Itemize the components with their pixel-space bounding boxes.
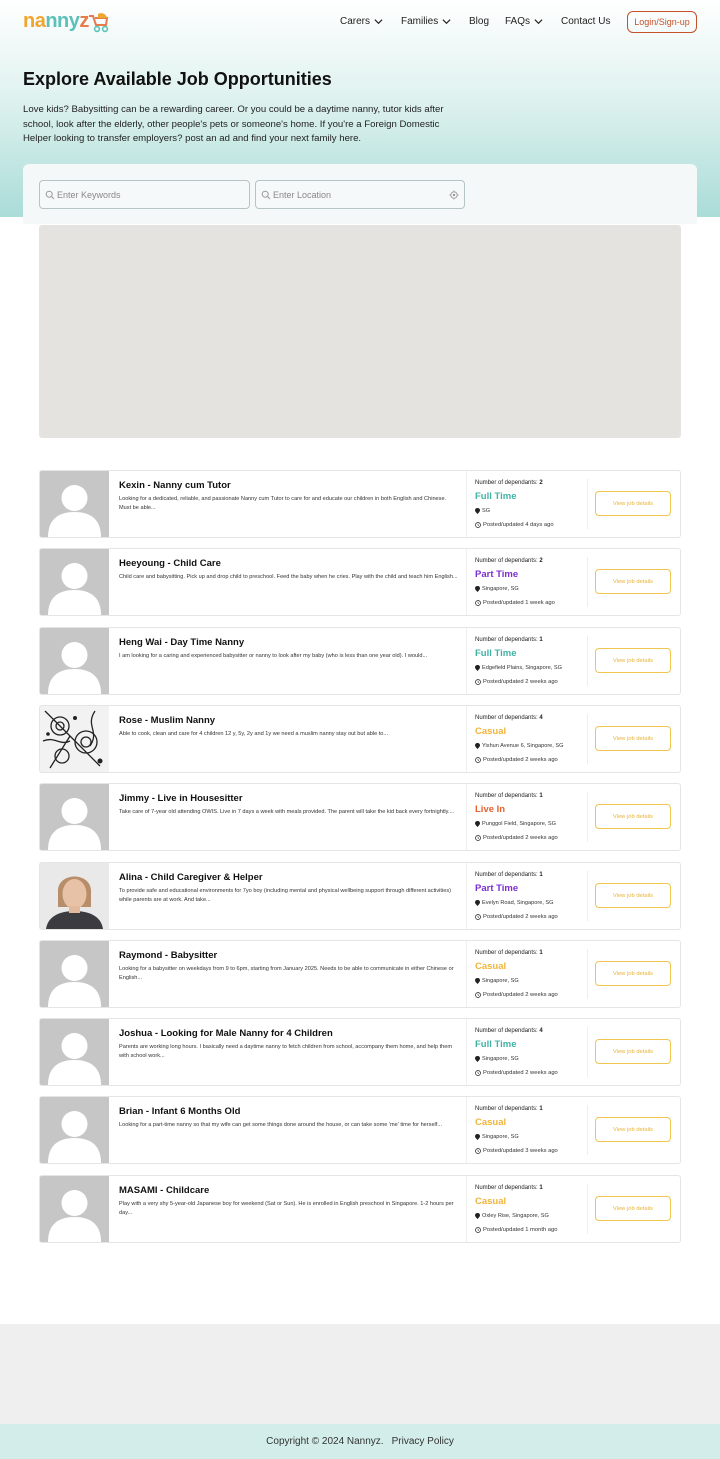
avatar: [40, 941, 109, 1007]
chevron-down-icon: [374, 17, 383, 26]
search-icon: [45, 190, 55, 200]
avatar: [40, 1019, 109, 1085]
dependants-count: Number of dependants: 1: [475, 1106, 543, 1112]
dependants-count: Number of dependants: 1: [475, 637, 543, 643]
job-card[interactable]: [39, 862, 681, 930]
divider: [587, 871, 588, 921]
nav-carers[interactable]: Carers: [340, 16, 383, 27]
hero-description: Love kids? Babysitting can be a rewarding career. Or you could be a daytime nanny, tutor kids after school, look after the elderly, other people's pets or someone's home. If you're a Foreign Domestic Helper looking to transfer employers? post an ad and find your next family here.: [23, 104, 444, 145]
job-description: Looking for a babysitter on weekdays from 9 to 6pm, starting from January 2025. Needs to be able to communicate in either Chinese or English...: [119, 966, 454, 981]
default-avatar-icon: [40, 941, 109, 1007]
job-description: Parents are working long hours. I basically need a daytime nanny to fetch children from school, accompany them home, and help them with school work...: [119, 1044, 453, 1059]
job-title[interactable]: Raymond - Babysitter: [119, 950, 218, 961]
job-card[interactable]: [39, 548, 681, 616]
map-pin-icon: [475, 1056, 480, 1062]
clock-icon: [475, 992, 481, 998]
top-navigation: [0, 0, 720, 44]
job-location: Singapore, SG: [475, 586, 519, 592]
map-pin-icon: [475, 900, 480, 906]
clock-icon: [475, 757, 481, 763]
job-meta: [466, 1176, 588, 1242]
job-location: Oxley Rise, Singapore, SG: [475, 1213, 549, 1219]
map-panel[interactable]: [39, 225, 681, 438]
default-avatar-icon: [40, 471, 109, 537]
job-meta: [466, 863, 588, 929]
dependants-count: Number of dependants: 1: [475, 872, 543, 878]
job-card[interactable]: [39, 470, 681, 538]
job-location: Singapore, SG: [475, 978, 519, 984]
clock-icon: [475, 835, 481, 841]
default-avatar-icon: [40, 549, 109, 615]
search-icon: [261, 190, 271, 200]
map-pin-icon: [475, 743, 480, 749]
posted-time: Posted/updated 1 week ago: [475, 600, 555, 606]
map-pin-icon: [475, 978, 480, 984]
avatar: [40, 1176, 109, 1242]
posted-time: Posted/updated 1 month ago: [475, 1227, 557, 1233]
avatar: [40, 471, 109, 537]
job-card[interactable]: [39, 1096, 681, 1164]
map-pin-icon: [475, 665, 480, 671]
posted-time: Posted/updated 4 days ago: [475, 522, 554, 528]
divider: [587, 714, 588, 764]
job-location: Singapore, SG: [475, 1056, 519, 1062]
job-meta: [466, 1097, 588, 1163]
divider: [587, 636, 588, 686]
posted-time: Posted/updated 2 weeks ago: [475, 1070, 558, 1076]
map-pin-icon: [475, 508, 480, 514]
avatar: [40, 784, 109, 850]
clock-icon: [475, 522, 481, 528]
copyright-text: Copyright © 2024 Nannyz.: [266, 1436, 384, 1447]
job-type-badge: Part Time: [475, 883, 519, 894]
floral-sketch-avatar: [40, 706, 109, 772]
view-job-details-button[interactable]: View job details: [595, 961, 671, 986]
job-description: Looking for a dedicated, reliable, and passionate Nanny cum Tutor to care for and educate our children in both English and Chinese. Must be able...: [119, 496, 447, 511]
map-pin-icon: [475, 1134, 480, 1140]
footer-spacer: [0, 1324, 720, 1424]
job-meta: [466, 471, 588, 537]
job-type-badge: Full Time: [475, 1039, 517, 1050]
job-type-badge: Casual: [475, 1117, 507, 1128]
divider: [587, 1027, 588, 1077]
job-title[interactable]: Rose - Muslim Nanny: [119, 715, 216, 726]
default-avatar-icon: [40, 1019, 109, 1085]
job-description: Take care of 7-year old attending OWIS. Live in 7 days a week with meals provided. The parent will take the kid back every fortnightly....: [119, 809, 455, 815]
job-description: I am looking for a caring and experienced babysitter or nanny to look after my baby (who is less than one year old). I would...: [119, 653, 428, 659]
avatar: [40, 863, 109, 929]
job-location: Yishun Avenue 6, Singapore, SG: [475, 743, 563, 749]
pram-icon: [86, 10, 110, 34]
job-description: Able to cook, clean and care for 4 children 12 y, 5y, 2y and 1y we need a muslim nanny stay out but able to...: [119, 731, 389, 737]
job-card[interactable]: [39, 627, 681, 695]
job-type-badge: Part Time: [475, 569, 519, 580]
view-job-details-button[interactable]: View job details: [595, 569, 671, 594]
chevron-down-icon: [442, 17, 451, 26]
clock-icon: [475, 1148, 481, 1154]
job-title[interactable]: Kexin - Nanny cum Tutor: [119, 480, 231, 491]
view-job-details-button[interactable]: View job details: [595, 1196, 671, 1221]
clock-icon: [475, 679, 481, 685]
map-pin-icon: [475, 586, 480, 592]
job-card[interactable]: [39, 1175, 681, 1243]
default-avatar-icon: [40, 784, 109, 850]
job-type-badge: Casual: [475, 726, 507, 737]
map-pin-icon: [475, 1213, 480, 1219]
avatar: [40, 1097, 109, 1163]
view-job-details-button[interactable]: View job details: [595, 491, 671, 516]
job-title[interactable]: Heng Wai - Day Time Nanny: [119, 637, 245, 648]
divider: [587, 557, 588, 607]
view-job-details-button[interactable]: View job details: [595, 648, 671, 673]
page-title: Explore Available Job Opportunities: [23, 69, 332, 89]
job-location: SG: [475, 508, 490, 514]
location-search-input[interactable]: Enter Location: [255, 180, 465, 209]
divider: [587, 479, 588, 529]
job-type-badge: Full Time: [475, 491, 517, 502]
job-title[interactable]: Alina - Child Caregiver & Helper: [119, 872, 263, 883]
job-description: Play with a very shy 5-year-old Japanese boy for weekend (Sat or Sun). He is enrolled in English preschool in Singapore. 1-2 hours per day...: [119, 1201, 454, 1216]
privacy-policy-link[interactable]: Privacy Policy: [391, 1436, 454, 1447]
job-type-badge: Live In: [475, 804, 506, 815]
profile-photo-avatar: [40, 863, 109, 929]
job-card[interactable]: [39, 1018, 681, 1086]
divider: [587, 1105, 588, 1155]
job-card[interactable]: [39, 705, 681, 773]
view-job-details-button[interactable]: View job details: [595, 1039, 671, 1064]
login-signup-button[interactable]: Login/Sign-up: [627, 11, 697, 33]
dependants-count: Number of dependants: 1: [475, 1185, 543, 1191]
map-pin-icon: [475, 821, 480, 827]
posted-time: Posted/updated 2 weeks ago: [475, 992, 558, 998]
job-title[interactable]: Jimmy - Live in Housesitter: [119, 793, 243, 804]
job-meta: [466, 941, 588, 1007]
dependants-count: Number of dependants: 1: [475, 793, 543, 799]
nav-faqs[interactable]: FAQs: [505, 16, 543, 27]
view-job-details-button[interactable]: View job details: [595, 1117, 671, 1142]
posted-time: Posted/updated 2 weeks ago: [475, 757, 558, 763]
job-title[interactable]: Joshua - Looking for Male Nanny for 4 Children: [119, 1028, 333, 1039]
crosshair-location-icon[interactable]: [449, 190, 459, 200]
view-job-details-button[interactable]: View job details: [595, 883, 671, 908]
avatar: [40, 549, 109, 615]
job-title[interactable]: Heeyoung - Child Care: [119, 558, 221, 569]
keywords-search-input[interactable]: Enter Keywords: [39, 180, 250, 209]
default-avatar-icon: [40, 628, 109, 694]
job-meta: [466, 1019, 588, 1085]
default-avatar-icon: [40, 1097, 109, 1163]
divider: [587, 1184, 588, 1234]
chevron-down-icon: [534, 17, 543, 26]
view-job-details-button[interactable]: View job details: [595, 804, 671, 829]
dependants-count: Number of dependants: 2: [475, 480, 543, 486]
view-job-details-button[interactable]: View job details: [595, 726, 671, 751]
nav-contact[interactable]: Contact Us: [561, 16, 611, 27]
avatar: [40, 628, 109, 694]
job-location: Punggol Field, Singapore, SG: [475, 821, 556, 827]
posted-time: Posted/updated 2 weeks ago: [475, 914, 558, 920]
job-location: Singapore, SG: [475, 1134, 519, 1140]
nav-families[interactable]: Families: [401, 16, 451, 27]
job-location: Evelyn Road, Singapore, SG: [475, 900, 554, 906]
job-meta: [466, 784, 588, 850]
job-meta: [466, 706, 588, 772]
posted-time: Posted/updated 2 weeks ago: [475, 835, 558, 841]
job-meta: [466, 628, 588, 694]
job-type-badge: Casual: [475, 961, 507, 972]
job-description: Child care and babysitting. Pick up and drop child to preschool. Feed the baby when he cries. Play with the child and teach him English...: [119, 574, 458, 580]
clock-icon: [475, 1227, 481, 1233]
job-type-badge: Casual: [475, 1196, 507, 1207]
divider: [587, 949, 588, 999]
dependants-count: Number of dependants: 1: [475, 950, 543, 956]
job-card[interactable]: [39, 783, 681, 851]
clock-icon: [475, 1070, 481, 1076]
clock-icon: [475, 600, 481, 606]
footer: [0, 1424, 720, 1459]
job-title[interactable]: Brian - Infant 6 Months Old: [119, 1106, 241, 1117]
job-card[interactable]: [39, 940, 681, 1008]
job-meta: [466, 549, 588, 615]
job-title[interactable]: MASAMI - Childcare: [119, 1185, 210, 1196]
nannyz-logo[interactable]: nannyz: [23, 10, 89, 32]
dependants-count: Number of dependants: 4: [475, 715, 543, 721]
divider: [587, 792, 588, 842]
job-description: Looking for a part-time nanny so that my wife can get some things done around the house, or can take some 'me' time for herself...: [119, 1122, 443, 1128]
posted-time: Posted/updated 2 weeks ago: [475, 679, 558, 685]
dependants-count: Number of dependants: 2: [475, 558, 543, 564]
clock-icon: [475, 914, 481, 920]
job-description: To provide safe and educational environments for 7yo boy (including mental and physical wellbeing support through different activities) while parents are at work. And take...: [119, 888, 451, 903]
nav-blog[interactable]: Blog: [469, 16, 490, 27]
posted-time: Posted/updated 3 weeks ago: [475, 1148, 558, 1154]
dependants-count: Number of dependants: 4: [475, 1028, 543, 1034]
default-avatar-icon: [40, 1176, 109, 1242]
avatar: [40, 706, 109, 772]
job-type-badge: Full Time: [475, 648, 517, 659]
job-location: Edgefield Plains, Singapore, SG: [475, 665, 562, 671]
